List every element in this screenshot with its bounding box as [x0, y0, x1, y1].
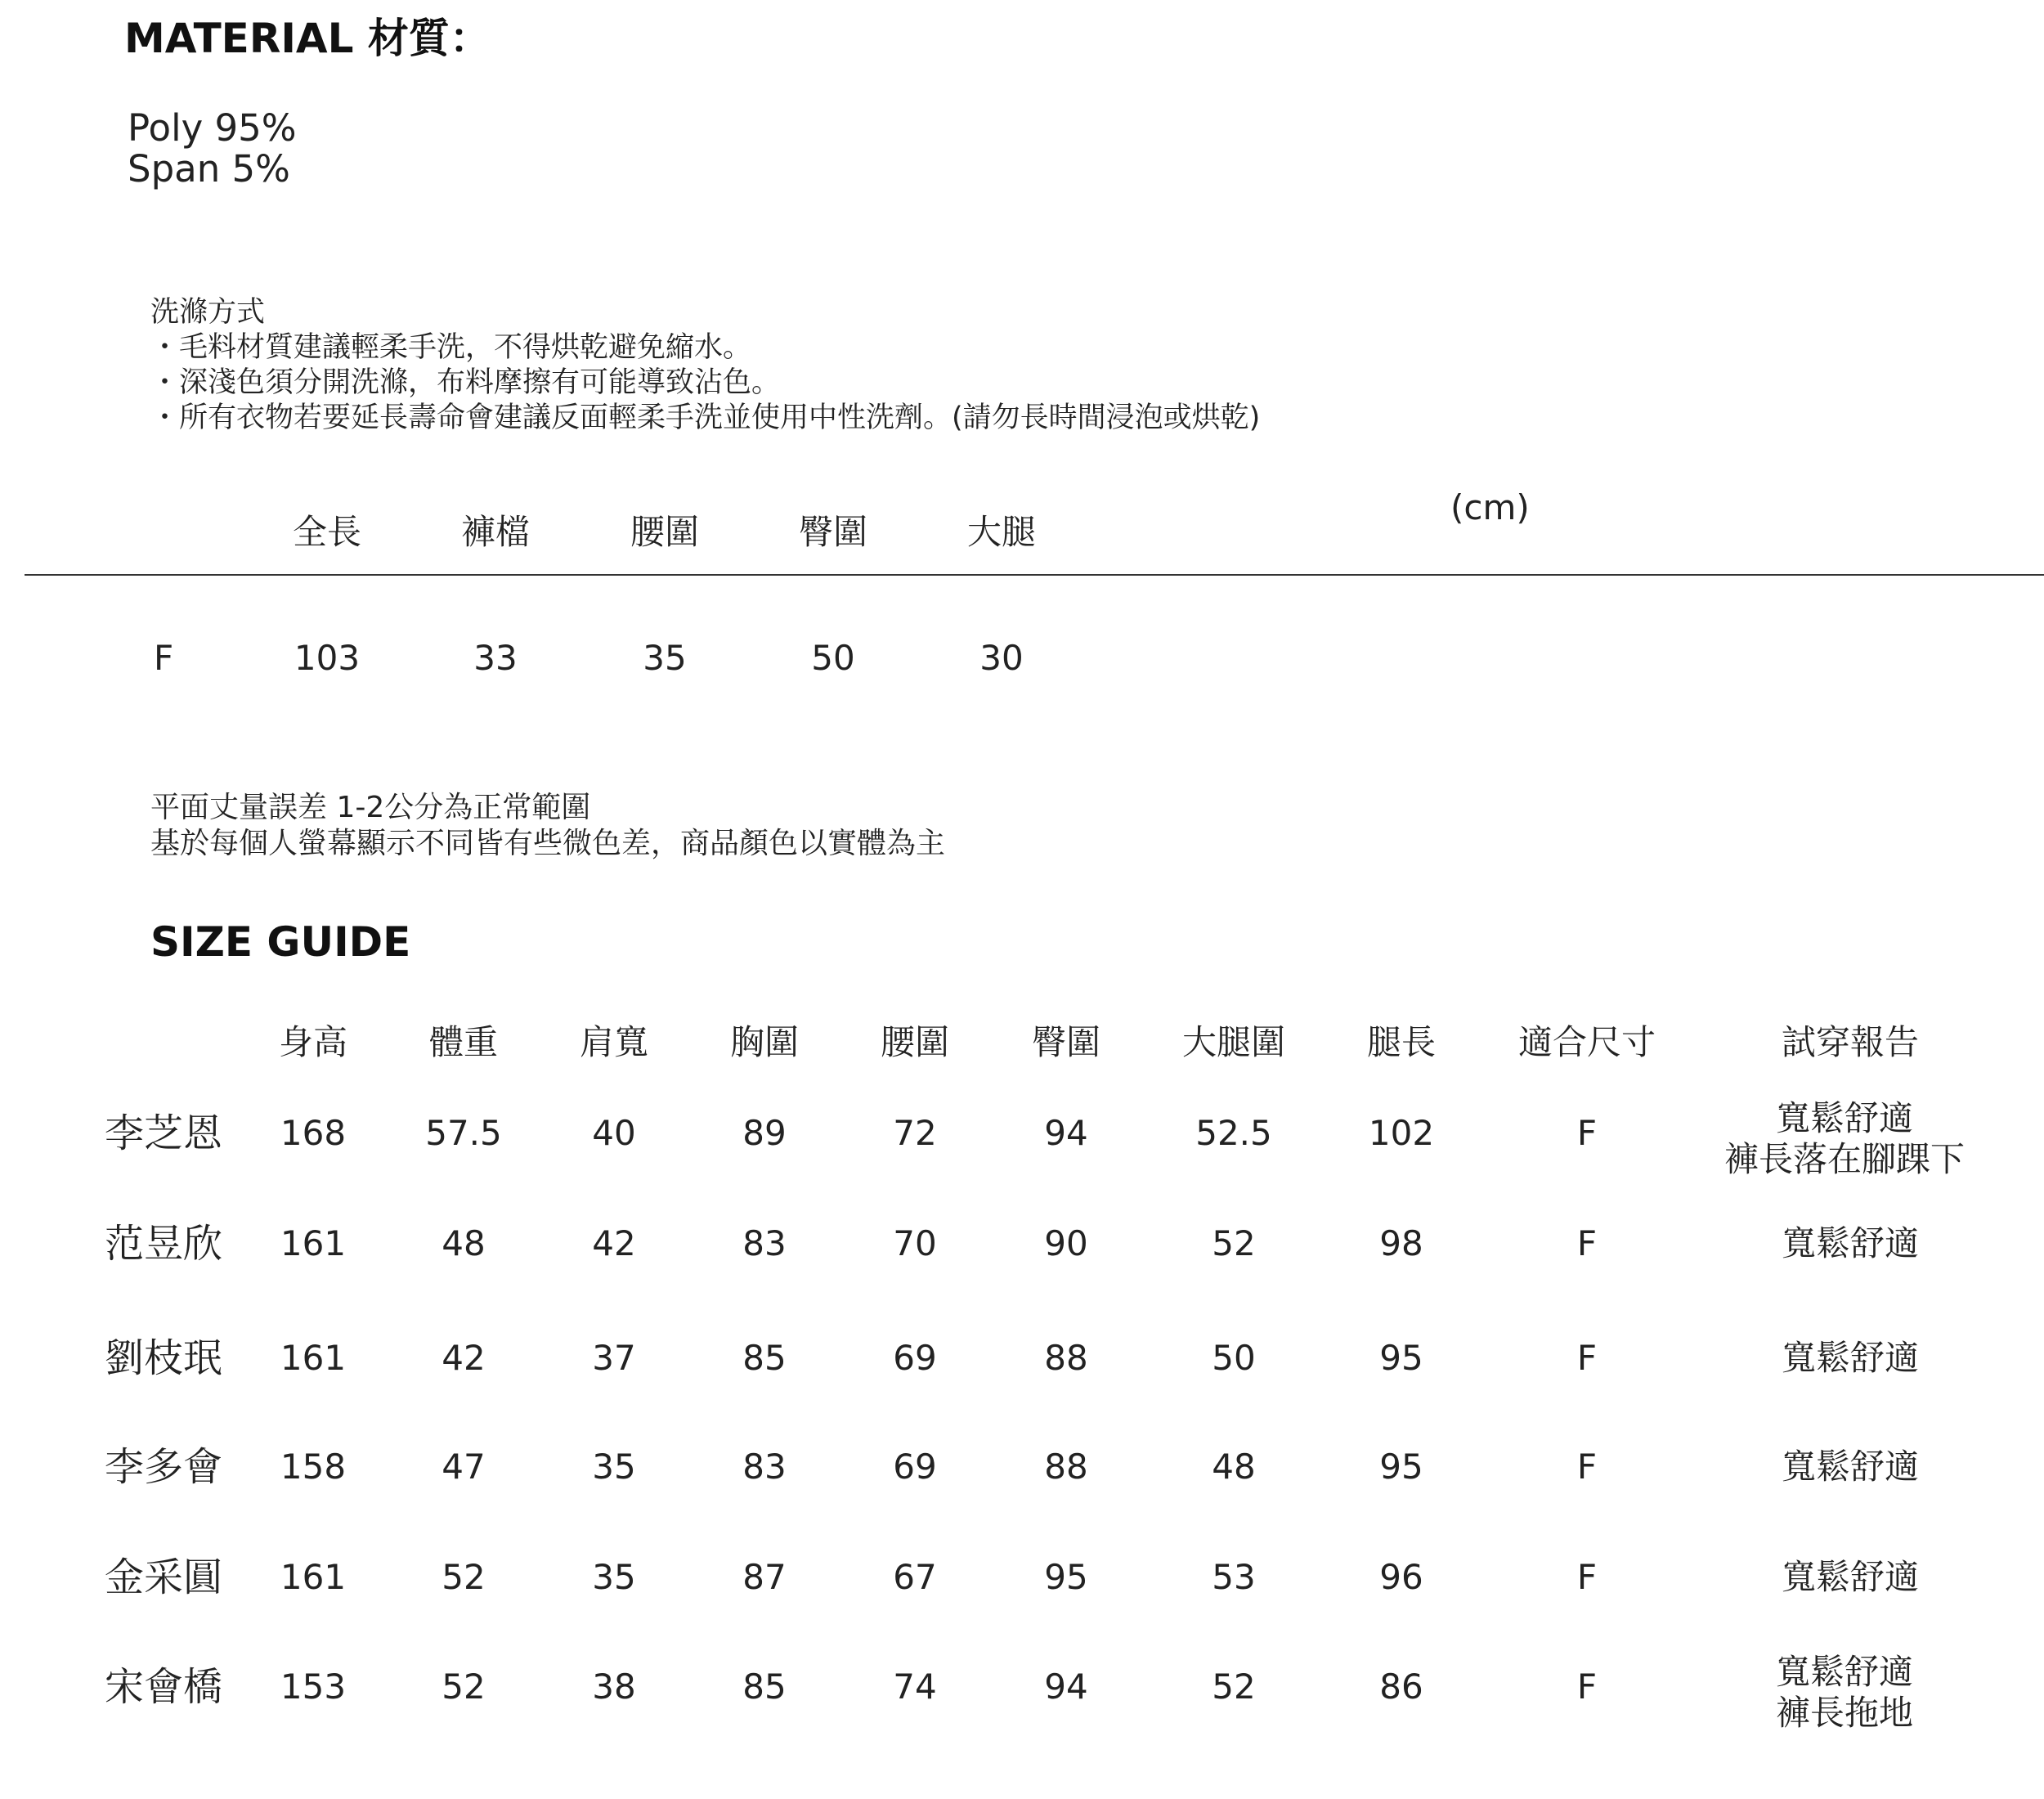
model-name: 范昱欣	[105, 1221, 223, 1267]
care-title: 洗滌方式	[150, 296, 266, 329]
size-guide-cell: 161	[280, 1223, 347, 1263]
model-name: 金采圓	[105, 1554, 223, 1600]
size-guide-cell: 67	[893, 1557, 937, 1597]
measurement-cell: 35	[643, 638, 687, 678]
size-guide-cell: 158	[280, 1447, 347, 1487]
size-guide-cell: 42	[592, 1223, 636, 1263]
size-guide-cell: 88	[1044, 1338, 1088, 1378]
size-guide-cell: 94	[1044, 1667, 1088, 1707]
fit-report: 褲長落在腳踝下	[1724, 1139, 1965, 1179]
measurement-cell: 33	[473, 638, 518, 678]
size-guide-header: 腰圍	[880, 1022, 949, 1062]
size-guide-cell: F	[1576, 1557, 1598, 1597]
size-guide-cell: 40	[592, 1113, 636, 1153]
size-guide-cell: 87	[742, 1557, 787, 1597]
size-guide-cell: 153	[280, 1667, 347, 1707]
fit-report: 褲長拖地	[1775, 1693, 1913, 1733]
size-guide-cell: 47	[442, 1447, 486, 1487]
measurement-cell: 103	[294, 638, 361, 678]
size-guide-cell: 57.5	[425, 1113, 502, 1153]
care-line: ・所有衣物若要延長壽命會建議反面輕柔手洗並使用中性洗劑。(請勿長時間浸泡或烘乾)	[150, 402, 1261, 434]
size-guide-cell: 161	[280, 1338, 347, 1378]
size-guide-cell: 52	[442, 1557, 486, 1597]
size-guide-cell: 89	[742, 1113, 787, 1153]
size-guide-cell: 161	[280, 1557, 347, 1597]
size-guide-cell: 52	[1212, 1667, 1256, 1707]
size-guide-cell: 42	[442, 1338, 486, 1378]
size-guide-cell: 38	[592, 1667, 636, 1707]
model-name: 宋會橋	[105, 1664, 223, 1710]
fit-report: 寬鬆舒適	[1775, 1652, 1913, 1692]
size-guide-cell: 168	[280, 1113, 347, 1153]
size-guide-cell: 72	[893, 1113, 937, 1153]
size-guide-cell: F	[1576, 1667, 1598, 1707]
fit-report: 寬鬆舒適	[1781, 1338, 1919, 1378]
size-guide-cell: 86	[1379, 1667, 1423, 1707]
size-guide-cell: 52	[442, 1667, 486, 1707]
size-guide-cell: 102	[1368, 1113, 1435, 1153]
size-guide-header: 大腿圍	[1181, 1022, 1285, 1062]
measurement-header: 褲檔	[460, 512, 530, 552]
size-guide-cell: 50	[1212, 1338, 1256, 1378]
size-guide-cell: 95	[1379, 1338, 1423, 1378]
model-name: 李多會	[105, 1444, 223, 1490]
size-guide-cell: 48	[1212, 1447, 1256, 1487]
size-guide-cell: 98	[1379, 1223, 1423, 1263]
size-guide-cell: 35	[592, 1557, 636, 1597]
material-heading: MATERIAL 材質：	[124, 15, 491, 62]
measurement-header: 腰圍	[630, 512, 699, 552]
size-guide-cell: 74	[893, 1667, 937, 1707]
size-guide-cell: 70	[893, 1223, 937, 1263]
measurement-divider	[25, 574, 2044, 576]
measurement-cell: 50	[811, 638, 855, 678]
size-guide-cell: F	[1576, 1113, 1598, 1153]
model-name: 李芝恩	[105, 1110, 223, 1156]
size-guide-cell: F	[1576, 1223, 1598, 1263]
size-guide-cell: 52.5	[1195, 1113, 1272, 1153]
size-guide-cell: 83	[742, 1223, 787, 1263]
note-line: 基於每個人螢幕顯示不同皆有些微色差，商品顏色以實體為主	[150, 827, 946, 860]
model-name: 劉枝珉	[105, 1335, 223, 1381]
size-guide-cell: 94	[1044, 1113, 1088, 1153]
size-guide-cell: 95	[1379, 1447, 1423, 1487]
size-guide-header: 肩寬	[579, 1022, 648, 1062]
size-guide-header: 臀圍	[1031, 1022, 1100, 1062]
care-line: ・毛料材質建議輕柔手洗，不得烘乾避免縮水。	[150, 331, 752, 364]
fit-report: 寬鬆舒適	[1775, 1098, 1913, 1138]
care-line: ・深淺色須分開洗滌，布料摩擦有可能導致沾色。	[150, 366, 781, 399]
size-guide-cell: 83	[742, 1447, 787, 1487]
fit-report: 寬鬆舒適	[1781, 1557, 1919, 1597]
measurement-cell: 30	[979, 638, 1024, 678]
size-guide-cell: F	[1576, 1338, 1598, 1378]
size-guide-cell: 35	[592, 1447, 636, 1487]
measurement-size-label: F	[154, 638, 174, 678]
note-line: 平面丈量誤差 1-2公分為正常範圍	[150, 791, 591, 824]
size-guide-cell: 52	[1212, 1223, 1256, 1263]
size-guide-cell: 88	[1044, 1447, 1088, 1487]
measurement-header: 全長	[292, 512, 361, 552]
fit-report: 寬鬆舒適	[1781, 1223, 1919, 1263]
size-guide-cell: 95	[1044, 1557, 1088, 1597]
size-guide-header: 試穿報告	[1781, 1022, 1919, 1062]
size-guide-cell: 48	[442, 1223, 486, 1263]
size-guide-header: 胸圍	[729, 1022, 799, 1062]
size-guide-cell: 90	[1044, 1223, 1088, 1263]
unit-label: (cm)	[1450, 487, 1530, 527]
size-guide-header: 體重	[428, 1022, 498, 1062]
size-guide-cell: 37	[592, 1338, 636, 1378]
size-guide-cell: 53	[1212, 1557, 1256, 1597]
size-guide-cell: 69	[893, 1338, 937, 1378]
size-guide-cell: 85	[742, 1667, 787, 1707]
fit-report: 寬鬆舒適	[1781, 1447, 1919, 1487]
size-guide-cell: 69	[893, 1447, 937, 1487]
size-guide-header: 適合尺寸	[1517, 1022, 1656, 1062]
measurement-header: 大腿	[966, 512, 1036, 552]
size-guide-cell: 85	[742, 1338, 787, 1378]
material-line: Poly 95%	[128, 106, 297, 150]
material-line: Span 5%	[128, 147, 290, 191]
size-guide-title: SIZE GUIDE	[150, 918, 411, 966]
measurement-header: 臀圍	[798, 512, 867, 552]
size-guide-header: 身高	[278, 1022, 347, 1062]
size-guide-cell: F	[1576, 1447, 1598, 1487]
size-guide-header: 腿長	[1366, 1022, 1436, 1062]
size-guide-cell: 96	[1379, 1557, 1423, 1597]
